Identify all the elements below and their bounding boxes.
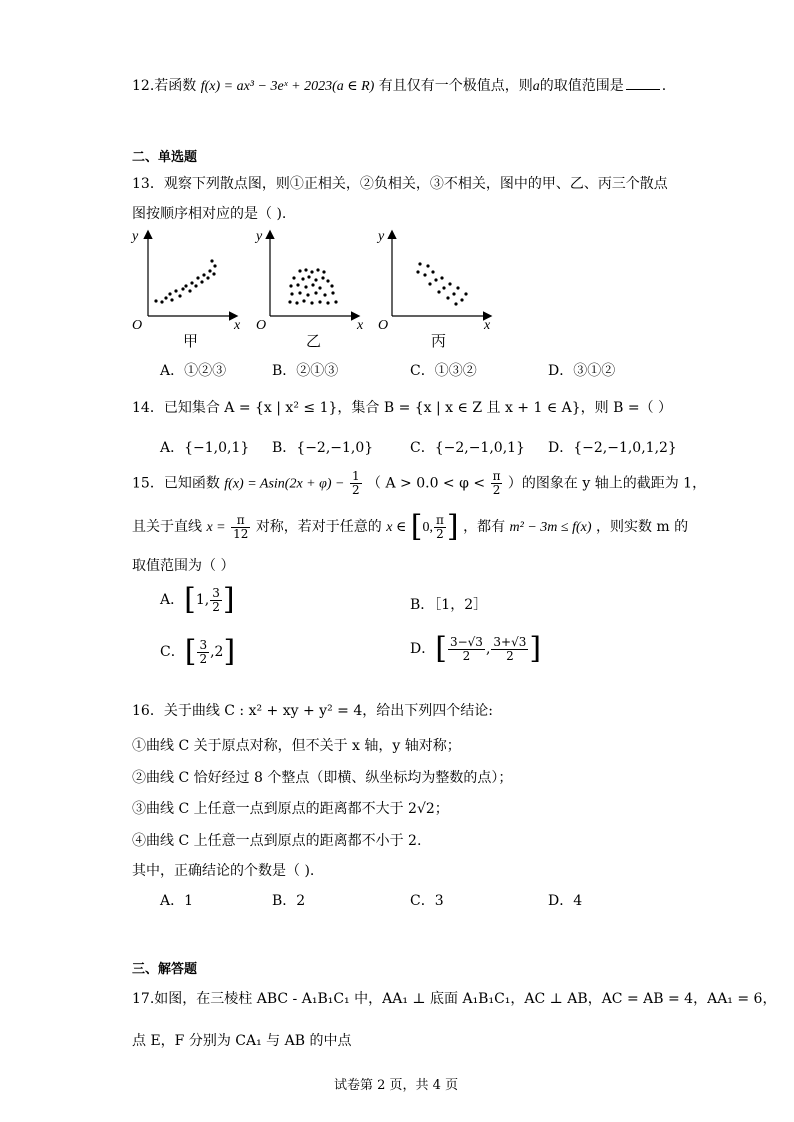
fraction-3-2 — [197, 639, 209, 666]
frac-num: 3+√3 — [493, 634, 527, 649]
plot2-x-label: x — [357, 318, 364, 333]
bracket-right: ] — [222, 582, 235, 617]
q16-conclusion-1: ①曲线 C 关于原点对称，但不关于 x 轴，y 轴对称； — [132, 738, 461, 754]
q15-intercept-text: ）的图象在 y 轴上的截距为 1， — [507, 475, 707, 492]
bracket-right: ] — [529, 631, 542, 666]
frac-den: 2 — [436, 526, 444, 541]
q14-option-a[interactable]: A．{−1,0,1} — [160, 440, 250, 456]
scatter-plot-jia — [130, 229, 241, 333]
q12-function: f(x) = ax³ − 3eˣ + 2023(a ∈ R) — [200, 79, 375, 94]
plot3-x-label: x — [484, 318, 491, 333]
q12-text-a: 12.若函数 — [132, 78, 197, 94]
q12-text-b: 有且仅有一个极值点，则 — [378, 78, 533, 94]
q12-end: . — [661, 78, 667, 94]
fraction-pi-12 — [231, 514, 250, 541]
plot1-origin: O — [132, 318, 143, 333]
q12-text-c: 的取值范围是 — [539, 78, 624, 94]
q13-option-a[interactable]: A．①②③ — [160, 363, 227, 379]
frac-den: 2 — [506, 648, 514, 663]
q15-x-in: x ∈ — [386, 520, 407, 535]
fraction-3-2 — [210, 587, 222, 614]
plot1-points — [154, 259, 216, 303]
frac-num: π — [436, 512, 444, 527]
interval-start: 0, — [422, 520, 434, 535]
q16-conclusion-4: ④曲线 C 上任意一点到原点的距离都不小于 2. — [132, 833, 422, 849]
frac-den: 2 — [351, 483, 360, 497]
option-label: D． — [410, 641, 436, 657]
frac-den: 2 — [462, 648, 471, 663]
q16-option-c[interactable]: C．3 — [410, 893, 444, 909]
q15-all-text: ，都有 — [463, 519, 506, 535]
frac-num: 3−√3 — [449, 634, 483, 649]
plot3-caption: 丙 — [431, 334, 447, 350]
q15-option-a[interactable] — [160, 582, 235, 617]
frac-den: 2 — [199, 651, 208, 666]
frac-num: 1 — [351, 469, 360, 483]
q12-var: a — [532, 79, 540, 94]
q13-line2: 图按顺序相对应的是（ ). — [132, 206, 287, 222]
scatter-plot-bing — [376, 229, 491, 333]
q16-option-a[interactable]: A．1 — [160, 893, 194, 909]
plot3-y-label: y — [378, 229, 385, 244]
bracket-left: [ — [184, 634, 197, 669]
q15-line-x: x = — [206, 520, 226, 535]
q15-line3: 取值范围为（ ） — [132, 558, 235, 574]
q15-inequality: m² − 3m ≤ f(x) — [509, 520, 592, 535]
bracket-right: ] — [223, 634, 236, 669]
plot1-x-label: x — [234, 318, 241, 333]
q15-line1 — [132, 470, 706, 497]
q16-option-d[interactable]: D．4 — [548, 893, 583, 909]
fraction-pi-2 — [491, 470, 503, 497]
q17-line1: 17.如图，在三棱柱 ABC - A₁B₁C₁ 中，AA₁ ⊥ 底面 A₁B₁C₁，AC ⊥ AB，AC = AB = 4，AA₁ = 6， — [132, 991, 777, 1007]
bracket-left: [ — [184, 582, 196, 617]
plot2-caption: 乙 — [306, 334, 322, 350]
q15-option-c[interactable] — [160, 634, 236, 669]
q14-option-d[interactable]: D．{−2,−1,0,1,2} — [548, 440, 677, 456]
interval-start: 1, — [195, 592, 210, 608]
q15-condition: （ A > 0.0 < φ < — [367, 475, 486, 492]
frac-den: 12 — [233, 526, 249, 541]
q16-question: 其中，正确结论的个数是（ ). — [132, 863, 315, 879]
section-title-answer-questions: 三、解答题 — [132, 962, 198, 977]
option-label: C． — [160, 644, 185, 660]
bracket-right: ] — [446, 509, 459, 544]
q16-conclusion-3: ③曲线 C 上任意一点到原点的距离都不大于 2√2； — [132, 801, 449, 817]
q13-option-b[interactable]: B．②①③ — [272, 363, 339, 379]
plot2-origin: O — [256, 318, 267, 333]
q15-symmetry-text: 且关于直线 — [132, 519, 202, 535]
frac-den: 2 — [492, 483, 501, 497]
q13-option-c[interactable]: C．①③② — [410, 363, 477, 379]
fraction-half — [350, 470, 362, 497]
frac-num: π — [231, 514, 250, 528]
page-footer: 试卷第 2 页，共 4 页 — [334, 1078, 459, 1093]
plot3-points — [416, 262, 467, 305]
frac-den: 2 — [212, 599, 220, 614]
bracket-left: [ — [435, 631, 447, 666]
plot2-points — [288, 268, 337, 304]
q13-option-d[interactable]: D．③①② — [548, 363, 616, 379]
answer-blank[interactable] — [626, 75, 660, 90]
q17-line2: 点 E，F 分别为 CA₁ 与 AB 的中点 — [132, 1033, 352, 1049]
bracket-left: [ — [410, 509, 423, 544]
plot3-origin: O — [378, 318, 389, 333]
interval-end: ,2 — [210, 644, 224, 660]
q15-function: f(x) = Asin(2x + φ) − — [224, 476, 345, 492]
fraction-3-minus-root3 — [448, 636, 485, 663]
frac-num: π — [492, 469, 501, 483]
q16-conclusion-2: ②曲线 C 恰好经过 8 个整点（即横、纵坐标均为整数的点）； — [132, 770, 513, 786]
scatter-plot-yi — [254, 229, 364, 333]
q15-option-d[interactable]: D．[ $\frac{3-√3}{2}$ , $\frac{3+√3}{2}$ ] — [410, 631, 542, 666]
fraction-3-plus-root3 — [491, 636, 528, 663]
q15-option-b[interactable]: B．［1，2］ — [410, 597, 488, 613]
question-12 — [132, 75, 666, 95]
plot1-y-label: y — [132, 229, 139, 244]
scatter-plots-figure — [128, 228, 508, 353]
q15-real-m: ，则实数 m 的 — [595, 519, 689, 535]
q14-option-c[interactable]: C．{−2,−1,0,1} — [410, 440, 525, 456]
q16-option-b[interactable]: B．2 — [272, 893, 306, 909]
q16-stem: 16．关于曲线 C : x² + xy + y² = 4，给出下列四个结论: — [132, 703, 493, 719]
q15-any-text: 对称，若对于任意的 — [255, 519, 382, 535]
frac-num: 3 — [199, 637, 208, 652]
option-label: A． — [160, 592, 185, 608]
q14-option-b[interactable]: B．{−2,−1,0} — [272, 440, 374, 456]
section-title-single-choice: 二、单选题 — [132, 150, 198, 165]
q15-line2 — [132, 509, 689, 544]
q13-line1: 13．观察下列散点图，则①正相关，②负相关，③不相关，图中的甲、乙、丙三个散点 — [132, 176, 668, 192]
frac-num: 3 — [212, 585, 220, 600]
fraction-pi-2-interval — [434, 514, 446, 541]
q14-stem: 14．已知集合 A = {x | x² ≤ 1}，集合 B = {x | x ∈ Z 且 x + 1 ∈ A}，则 B =（ ） — [132, 400, 673, 416]
plot1-caption: 甲 — [183, 334, 199, 350]
plot2-y-label: y — [256, 229, 263, 244]
q15-intro: 15．已知函数 — [132, 475, 220, 492]
